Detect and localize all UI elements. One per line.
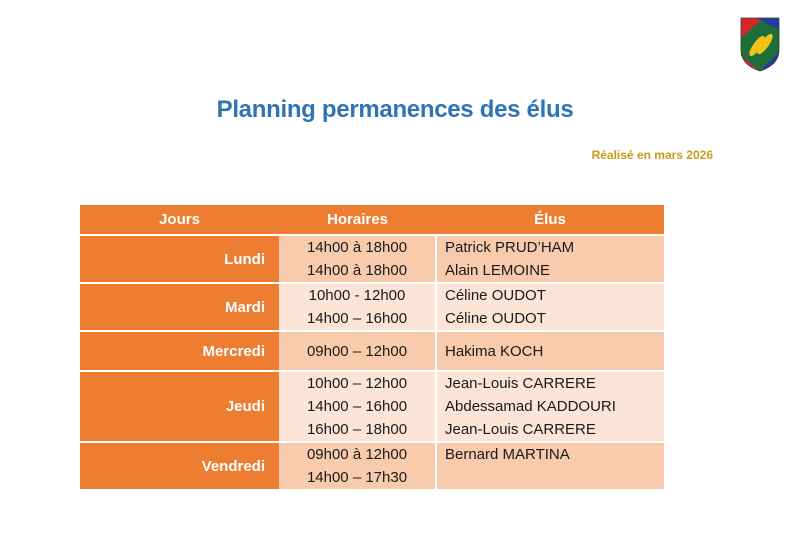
horaire: 09h00 – 12h00 <box>306 342 408 360</box>
day-cell: Lundi <box>80 235 279 283</box>
day-cell: Vendredi <box>80 442 279 490</box>
horaire: 16h00 – 18h00 <box>306 421 408 438</box>
horaire: 14h00 à 18h00 <box>306 262 408 279</box>
elu: Bernard MARTINA <box>445 446 570 463</box>
elu: Céline OUDOT <box>445 287 546 304</box>
day-cell: Mardi <box>80 283 279 331</box>
table-row-jeudi <box>80 371 664 442</box>
page-title: Planning permanences des élus <box>216 96 574 123</box>
horaire: 14h00 – 16h00 <box>306 310 408 327</box>
planning-table <box>80 205 664 491</box>
header-jours: Jours <box>80 205 279 235</box>
day-cell: Jeudi <box>80 371 279 442</box>
elu: Hakima KOCH <box>445 342 544 360</box>
horaire: 14h00 à 18h00 <box>306 239 408 256</box>
elu: Patrick PRUD’HAM <box>445 239 575 256</box>
table-row-mardi <box>80 283 664 331</box>
header-horaires: Horaires <box>279 205 436 235</box>
elus-cell <box>436 283 664 331</box>
table-row-lundi <box>80 235 664 283</box>
elu: Jean-Louis CARRERE <box>445 375 596 392</box>
elu: Alain LEMOINE <box>445 262 551 279</box>
header-elus: Élus <box>436 205 664 235</box>
page-subtitle: Réalisé en mars 2026 <box>591 148 713 162</box>
elu: Céline OUDOT <box>445 310 546 327</box>
horaires-cell <box>279 442 436 490</box>
elus-cell <box>436 235 664 283</box>
horaire: 14h00 – 17h30 <box>306 469 408 486</box>
horaire: 10h00 - 12h00 <box>308 287 406 304</box>
elus-cell <box>436 371 664 442</box>
elus-cell <box>436 331 664 371</box>
coat-of-arms-icon <box>739 16 781 72</box>
elu: Jean-Louis CARRERE <box>445 421 596 438</box>
horaires-cell <box>279 371 436 442</box>
horaire: 14h00 – 16h00 <box>306 398 408 415</box>
table-row-mercredi <box>80 331 664 371</box>
elus-cell <box>436 442 664 490</box>
table-row-vendredi <box>80 442 664 490</box>
horaires-cell <box>279 235 436 283</box>
horaire: 09h00 à 12h00 <box>306 446 408 463</box>
table-header-row <box>80 205 664 235</box>
day-cell: Mercredi <box>80 331 279 371</box>
horaire: 10h00 – 12h00 <box>306 375 408 392</box>
elu: Abdessamad KADDOURI <box>445 398 616 415</box>
horaires-cell <box>279 283 436 331</box>
horaires-cell <box>279 331 436 371</box>
